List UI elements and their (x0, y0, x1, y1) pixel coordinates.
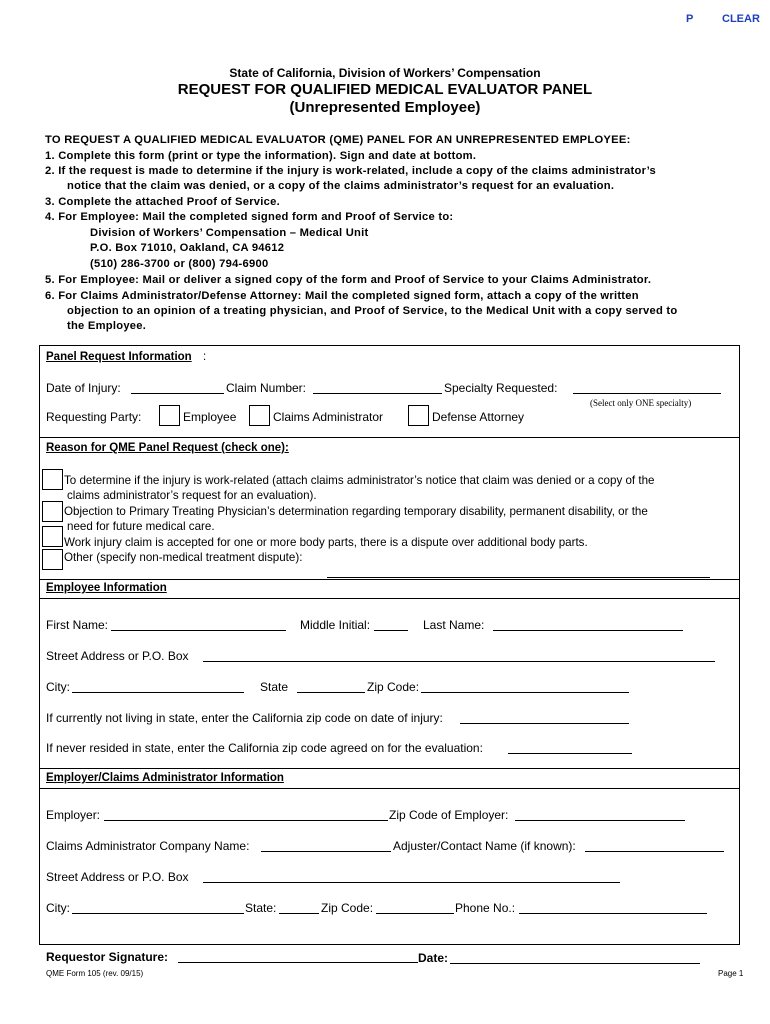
last-name-field[interactable] (493, 618, 683, 631)
phone-label: Phone No.: (455, 901, 516, 915)
form-box (39, 345, 740, 945)
instruction-1: 1. Complete this form (print or type the information). Sign and date at bottom. (45, 150, 477, 162)
instruction-6-cont: objection to an opinion of a treating physician, and Proof of Service, to the Medical Unit with a copy served to (67, 305, 678, 317)
reason-body-parts-checkbox[interactable] (42, 526, 63, 547)
employer-label: Employer: (46, 808, 101, 822)
not-in-state-zip-field[interactable] (460, 711, 629, 724)
defense-attorney-checkbox[interactable] (408, 405, 429, 426)
phone-field[interactable] (519, 901, 707, 914)
claims-admin-checkbox[interactable] (249, 405, 270, 426)
signature-field[interactable] (178, 950, 418, 963)
middle-initial-field[interactable] (374, 618, 408, 631)
panel-section-heading: Panel Request Information (46, 351, 192, 363)
address-line-1: Division of Workers’ Compensation – Medical Unit (90, 227, 369, 239)
instruction-6: 6. For Claims Administrator/Defense Attorney: Mail the completed signed form, attach a copy of the written (45, 290, 639, 302)
last-name-label: Last Name: (423, 618, 485, 632)
claim-number-label: Claim Number: (226, 381, 307, 395)
employer-street-field[interactable] (203, 870, 620, 883)
reason-body-parts: Work injury claim is accepted for one or more body parts, there is a dispute over additional body parts. (64, 536, 588, 549)
never-resided-label: If never resided in state, enter the California zip code agreed on for the evaluation: (46, 741, 483, 755)
reason-objection: Objection to Primary Treating Physician’s determination regarding temporary disability, permanent disability, or the (64, 505, 648, 518)
specialty-label: Specialty Requested: (444, 381, 558, 395)
employer-zip-label: Zip Code of Employer: (389, 808, 509, 822)
reason-work-related: To determine if the injury is work-related (attach claims administrator’s notice that claim was denied or a copy of the (64, 474, 655, 487)
employee-city-label: City: (46, 680, 70, 694)
employer-zip-field[interactable] (376, 901, 454, 914)
specialty-note: (Select only ONE specialty) (590, 398, 692, 408)
employer-zip-label: Zip Code: (321, 901, 374, 915)
signature-date-field[interactable] (450, 951, 700, 964)
employee-zip-field[interactable] (421, 680, 629, 693)
address-line-2: P.O. Box 71010, Oakland, CA 94612 (90, 242, 285, 254)
employer-state-label: State: (245, 901, 277, 915)
reason-objection-cont: need for future medical care. (67, 520, 215, 533)
instruction-2: 2. If the request is made to determine if the injury is work-related, include a copy of the claims administrator’s (45, 165, 657, 177)
instruction-3: 3. Complete the attached Proof of Service. (45, 196, 280, 208)
divider (39, 579, 740, 580)
reason-objection-checkbox[interactable] (42, 501, 63, 522)
page-number: Page 1 (718, 969, 744, 978)
employee-section-heading: Employee Information (46, 582, 167, 594)
divider (39, 788, 740, 789)
adjuster-label: Adjuster/Contact Name (if known): (393, 839, 576, 853)
employee-state-field[interactable] (297, 680, 365, 693)
date-of-injury-field[interactable] (131, 381, 224, 394)
instruction-4: 4. For Employee: Mail the completed signed form and Proof of Service to: (45, 211, 454, 223)
employee-label: Employee (183, 410, 237, 424)
employer-city-label: City: (46, 901, 70, 915)
claim-number-field[interactable] (313, 381, 442, 394)
employee-zip-label: Zip Code: (367, 680, 420, 694)
employer-zip-field[interactable] (515, 808, 685, 821)
employer-street-label: Street Address or P.O. Box (46, 870, 189, 884)
employer-field[interactable] (104, 808, 388, 821)
claims-admin-label: Claims Administrator (273, 410, 384, 424)
first-name-field[interactable] (111, 618, 286, 631)
signature-label: Requestor Signature: (46, 950, 169, 964)
company-name-field[interactable] (261, 839, 391, 852)
employee-city-field[interactable] (72, 680, 244, 693)
reason-other-checkbox[interactable] (42, 549, 63, 570)
requesting-party-label: Requesting Party: (46, 410, 142, 424)
divider (39, 768, 740, 769)
instruction-6-cont2: the Employee. (67, 320, 147, 332)
employee-street-field[interactable] (203, 649, 715, 662)
form-subtitle: (Unrepresented Employee) (289, 99, 481, 116)
divider (39, 437, 740, 438)
divider (39, 598, 740, 599)
adjuster-field[interactable] (585, 839, 724, 852)
employer-city-field[interactable] (72, 901, 244, 914)
address-line-3: (510) 286-3700 or (800) 794-6900 (90, 258, 269, 270)
specialty-field[interactable] (573, 381, 721, 394)
defense-attorney-label: Defense Attorney (432, 410, 525, 424)
employer-state-field[interactable] (279, 901, 319, 914)
company-name-label: Claims Administrator Company Name: (46, 839, 250, 853)
instruction-5: 5. For Employee: Mail or deliver a signed copy of the form and Proof of Service to your Claims Administrator. (45, 274, 652, 286)
employee-state-label: State (260, 680, 289, 694)
employee-checkbox[interactable] (159, 405, 180, 426)
instructions-heading: TO REQUEST A QUALIFIED MEDICAL EVALUATOR (QME) PANEL FOR AN UNREPRESENTED EMPLOYEE: (45, 134, 631, 146)
not-in-state-label: If currently not living in state, enter the California zip code on date of injury: (46, 711, 443, 725)
panel-heading-colon: : (203, 351, 207, 363)
reason-section-heading: Reason for QME Panel Request (check one): (46, 442, 289, 454)
print-button[interactable]: P (686, 13, 694, 25)
employer-section-heading: Employer/Claims Administrator Information (46, 772, 284, 784)
agency-name: State of California, Division of Workers’ Compensation (229, 66, 541, 80)
date-of-injury-label: Date of Injury: (46, 381, 121, 395)
reason-work-related-checkbox[interactable] (42, 469, 63, 490)
reason-other: Other (specify non-medical treatment dispute): (64, 551, 303, 564)
reason-work-related-cont: claims administrator’s request for an evaluation). (67, 489, 317, 502)
form-number: QME Form 105 (rev. 09/15) (46, 969, 144, 978)
never-resided-zip-field[interactable] (508, 741, 632, 754)
form-title: REQUEST FOR QUALIFIED MEDICAL EVALUATOR PANEL (177, 81, 593, 98)
instruction-2-cont: notice that the claim was denied, or a copy of the claims administrator’s request for an evaluation. (67, 180, 615, 192)
clear-button[interactable]: CLEAR (722, 13, 760, 25)
signature-date-label: Date: (418, 951, 449, 965)
reason-other-field[interactable] (327, 565, 710, 578)
employee-street-label: Street Address or P.O. Box (46, 649, 189, 663)
middle-initial-label: Middle Initial: (300, 618, 371, 632)
first-name-label: First Name: (46, 618, 109, 632)
